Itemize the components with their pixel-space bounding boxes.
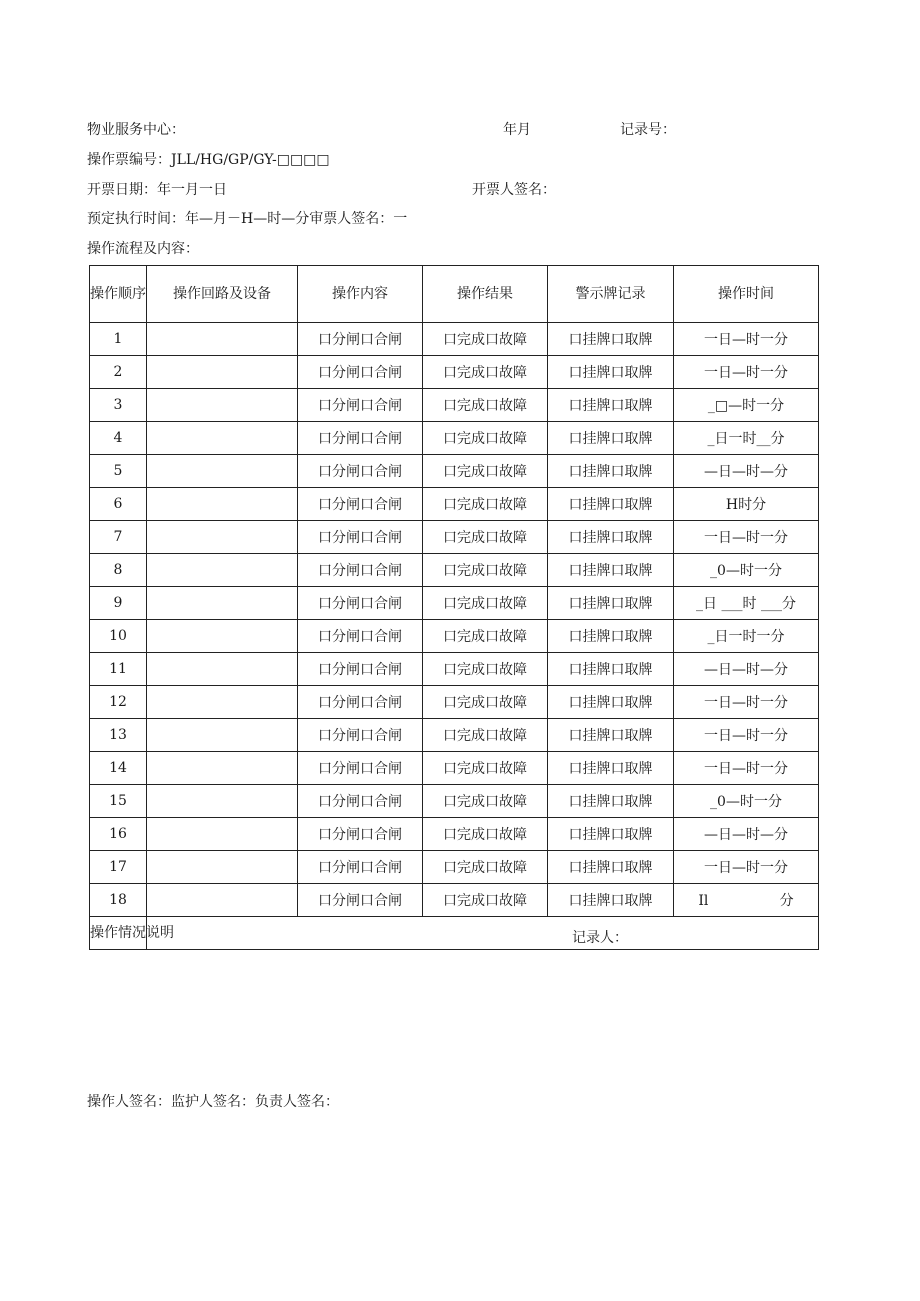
cell-time[interactable]: 一日—时一分 — [674, 686, 819, 719]
cell-time[interactable]: _日一时__分 — [674, 422, 819, 455]
cell-seq: 3 — [90, 389, 147, 422]
cell-seq: 6 — [90, 488, 147, 521]
cell-sign-record[interactable]: 口挂牌口取牌 — [548, 422, 674, 455]
cell-content[interactable]: 口分闸口合闸 — [298, 455, 423, 488]
cell-time[interactable]: —日—时—分 — [674, 653, 819, 686]
cell-device[interactable] — [147, 752, 298, 785]
cell-seq: 2 — [90, 356, 147, 389]
cell-content[interactable]: 口分闸口合闸 — [298, 851, 423, 884]
table-row — [90, 884, 819, 917]
cell-seq: 11 — [90, 653, 147, 686]
cell-content[interactable]: 口分闸口合闸 — [298, 719, 423, 752]
cell-device[interactable] — [147, 422, 298, 455]
table-row — [90, 323, 819, 356]
cell-time[interactable]: H时分 — [674, 488, 819, 521]
cell-sign-record[interactable]: 口挂牌口取牌 — [548, 323, 674, 356]
cell-result[interactable]: 口完成口故障 — [423, 785, 548, 818]
cell-device[interactable] — [147, 686, 298, 719]
cell-device[interactable] — [147, 884, 298, 917]
cell-seq: 10 — [90, 620, 147, 653]
cell-result[interactable]: 口完成口故障 — [423, 752, 548, 785]
cell-content[interactable]: 口分闸口合闸 — [298, 752, 423, 785]
cell-result[interactable]: 口完成口故障 — [423, 719, 548, 752]
cell-content[interactable]: 口分闸口合闸 — [298, 521, 423, 554]
cell-result[interactable]: 口完成口故障 — [423, 818, 548, 851]
cell-time[interactable]: 一日—时一分 — [674, 521, 819, 554]
cell-sign-record[interactable]: 口挂牌口取牌 — [548, 686, 674, 719]
ticket-number-label: 操作票编号：JLL/HG/GP/GY-□□□□ — [87, 152, 330, 168]
cell-sign-record[interactable]: 口挂牌口取牌 — [548, 488, 674, 521]
cell-device[interactable] — [147, 488, 298, 521]
cell-seq: 5 — [90, 455, 147, 488]
cell-content[interactable]: 口分闸口合闸 — [298, 653, 423, 686]
cell-content[interactable]: 口分闸口合闸 — [298, 620, 423, 653]
cell-time[interactable]: _0—时一分 — [674, 785, 819, 818]
header-seq: 操作顺序 — [90, 266, 147, 323]
table-row — [90, 389, 819, 422]
cell-sign-record[interactable]: 口挂牌口取牌 — [548, 356, 674, 389]
cell-device[interactable] — [147, 521, 298, 554]
notes-label: 操作情况说明 — [90, 917, 147, 950]
cell-device[interactable] — [147, 653, 298, 686]
cell-content[interactable]: 口分闸口合闸 — [298, 389, 423, 422]
cell-device[interactable] — [147, 620, 298, 653]
cell-seq: 18 — [90, 884, 147, 917]
table-row — [90, 653, 819, 686]
header-content: 操作内容 — [298, 266, 423, 323]
table-row — [90, 587, 819, 620]
cell-content[interactable]: 口分闸口合闸 — [298, 818, 423, 851]
header-time: 操作时间 — [674, 266, 819, 323]
process-content-label: 操作流程及内容： — [87, 241, 199, 257]
cell-content[interactable]: 口分闸口合闸 — [298, 587, 423, 620]
cell-content[interactable]: 口分闸口合闸 — [298, 422, 423, 455]
cell-seq: 1 — [90, 323, 147, 356]
notes-row — [90, 917, 819, 950]
cell-time[interactable]: 一日—时一分 — [674, 356, 819, 389]
planned-time-label: 预定执行时间：年—月－H—时—分审票人签名：一 — [87, 211, 408, 227]
cell-result[interactable]: 口完成口故障 — [423, 884, 548, 917]
cell-seq: 12 — [90, 686, 147, 719]
cell-seq: 15 — [90, 785, 147, 818]
cell-seq: 7 — [90, 521, 147, 554]
issuer-signature-label: 开票人签名： — [472, 182, 556, 198]
cell-time[interactable]: _0—时一分 — [674, 554, 819, 587]
footer-signatures: 操作人签名：监护人签名：负责人签名： — [87, 1094, 339, 1110]
table-row — [90, 554, 819, 587]
table-row — [90, 851, 819, 884]
cell-device[interactable] — [147, 587, 298, 620]
service-center-label: 物业服务中心： — [87, 122, 185, 138]
cell-result[interactable]: 口完成口故障 — [423, 323, 548, 356]
table-row — [90, 521, 819, 554]
cell-time[interactable]: —日—时—分 — [674, 818, 819, 851]
cell-sign-record[interactable]: 口挂牌口取牌 — [548, 389, 674, 422]
cell-seq: 8 — [90, 554, 147, 587]
operation-table — [89, 265, 819, 950]
header-sign-record: 警示牌记录 — [548, 266, 674, 323]
cell-result[interactable]: 口完成口故障 — [423, 488, 548, 521]
cell-seq: 17 — [90, 851, 147, 884]
cell-sign-record[interactable]: 口挂牌口取牌 — [548, 752, 674, 785]
cell-result[interactable]: 口完成口故障 — [423, 356, 548, 389]
cell-device[interactable] — [147, 785, 298, 818]
cell-seq: 16 — [90, 818, 147, 851]
cell-sign-record[interactable]: 口挂牌口取牌 — [548, 884, 674, 917]
header-device: 操作回路及设备 — [147, 266, 298, 323]
cell-sign-record[interactable]: 口挂牌口取牌 — [548, 521, 674, 554]
cell-result[interactable]: 口完成口故障 — [423, 620, 548, 653]
cell-content[interactable]: 口分闸口合闸 — [298, 785, 423, 818]
cell-result[interactable]: 口完成口故障 — [423, 686, 548, 719]
cell-seq: 14 — [90, 752, 147, 785]
cell-device[interactable] — [147, 356, 298, 389]
cell-result[interactable]: 口完成口故障 — [423, 422, 548, 455]
cell-sign-record[interactable]: 口挂牌口取牌 — [548, 587, 674, 620]
table-row — [90, 620, 819, 653]
cell-time[interactable]: 一日—时一分 — [674, 752, 819, 785]
cell-seq: 9 — [90, 587, 147, 620]
table-row — [90, 422, 819, 455]
cell-time[interactable]: Il 分 — [674, 884, 819, 917]
table-row — [90, 818, 819, 851]
cell-result[interactable]: 口完成口故障 — [423, 587, 548, 620]
recorder-label: 记录人： — [572, 930, 628, 946]
cell-time[interactable]: 一日—时一分 — [674, 851, 819, 884]
table-row — [90, 455, 819, 488]
cell-result[interactable]: 口完成口故障 — [423, 389, 548, 422]
cell-time[interactable]: 一日—时一分 — [674, 323, 819, 356]
cell-content[interactable]: 口分闸口合闸 — [298, 554, 423, 587]
cell-device[interactable] — [147, 554, 298, 587]
cell-sign-record[interactable]: 口挂牌口取牌 — [548, 818, 674, 851]
table-row — [90, 686, 819, 719]
table-row — [90, 356, 819, 389]
cell-time[interactable]: 一日—时一分 — [674, 719, 819, 752]
cell-time[interactable]: _日 ___时 ___分 — [674, 587, 819, 620]
cell-content[interactable]: 口分闸口合闸 — [298, 884, 423, 917]
header-result: 操作结果 — [423, 266, 548, 323]
cell-sign-record[interactable]: 口挂牌口取牌 — [548, 851, 674, 884]
cell-content[interactable]: 口分闸口合闸 — [298, 356, 423, 389]
table-row — [90, 719, 819, 752]
year-month-label: 年月 — [503, 122, 531, 138]
cell-device[interactable] — [147, 323, 298, 356]
cell-content[interactable]: 口分闸口合闸 — [298, 323, 423, 356]
cell-result[interactable]: 口完成口故障 — [423, 521, 548, 554]
cell-seq: 13 — [90, 719, 147, 752]
cell-device[interactable] — [147, 455, 298, 488]
cell-device[interactable] — [147, 719, 298, 752]
cell-sign-record[interactable]: 口挂牌口取牌 — [548, 719, 674, 752]
table-row — [90, 488, 819, 521]
cell-time[interactable]: _□—时一分 — [674, 389, 819, 422]
record-number-label: 记录号： — [620, 122, 676, 138]
cell-sign-record[interactable]: 口挂牌口取牌 — [548, 653, 674, 686]
table-header-row — [90, 266, 819, 323]
cell-content[interactable]: 口分闸口合闸 — [298, 686, 423, 719]
cell-device[interactable] — [147, 389, 298, 422]
cell-sign-record[interactable]: 口挂牌口取牌 — [548, 620, 674, 653]
table-row — [90, 752, 819, 785]
cell-device[interactable] — [147, 818, 298, 851]
cell-result[interactable]: 口完成口故障 — [423, 455, 548, 488]
cell-sign-record[interactable]: 口挂牌口取牌 — [548, 785, 674, 818]
cell-result[interactable]: 口完成口故障 — [423, 554, 548, 587]
cell-time[interactable]: —日—时—分 — [674, 455, 819, 488]
cell-content[interactable]: 口分闸口合闸 — [298, 488, 423, 521]
cell-device[interactable] — [147, 851, 298, 884]
notes-field[interactable] — [147, 917, 819, 950]
table-row — [90, 785, 819, 818]
open-date-label: 开票日期：年一月一日 — [87, 182, 227, 198]
cell-seq: 4 — [90, 422, 147, 455]
cell-sign-record[interactable]: 口挂牌口取牌 — [548, 554, 674, 587]
cell-result[interactable]: 口完成口故障 — [423, 851, 548, 884]
cell-result[interactable]: 口完成口故障 — [423, 653, 548, 686]
cell-sign-record[interactable]: 口挂牌口取牌 — [548, 455, 674, 488]
cell-time[interactable]: _日一时一分 — [674, 620, 819, 653]
